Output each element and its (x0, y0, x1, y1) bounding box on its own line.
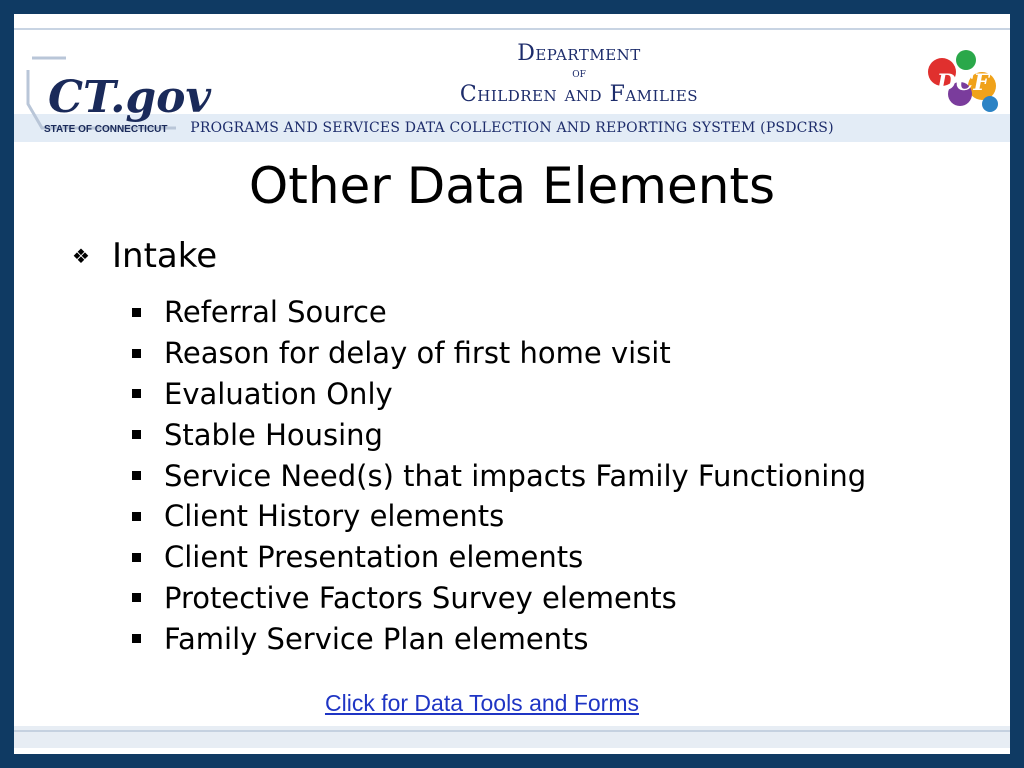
list-item-text: Client Presentation elements (164, 540, 584, 575)
list-item (132, 333, 866, 374)
list-item (132, 578, 866, 619)
list-item (132, 292, 866, 333)
department-title (414, 42, 744, 108)
square-bullet-icon (132, 389, 141, 398)
square-bullet-icon (132, 430, 141, 439)
header-divider (14, 28, 1010, 30)
diamond-bullet-icon: ❖ (72, 244, 90, 268)
list-item-text: Client History elements (164, 499, 505, 534)
section-intake (64, 236, 217, 276)
square-bullet-icon (132, 634, 141, 643)
list-item-text: Service Need(s) that impacts Family Functioning (164, 458, 867, 493)
square-bullet-icon (132, 553, 141, 562)
footer-divider (14, 730, 1010, 732)
slide (14, 14, 1010, 754)
dcf-logo (920, 42, 1006, 122)
list-item-text: Stable Housing (164, 417, 383, 452)
dcf-logo-text: DCF (936, 70, 990, 96)
square-bullet-icon (132, 512, 141, 521)
list-item (132, 537, 866, 578)
square-bullet-icon (132, 349, 141, 358)
data-tools-forms-link[interactable]: Click for Data Tools and Forms (324, 690, 639, 716)
ct-logo-text: CT.gov (48, 72, 212, 123)
state-of-connecticut-label: STATE OF CONNECTICUT (44, 124, 168, 135)
square-bullet-icon (132, 308, 141, 317)
slide-title: Other Data Elements (248, 157, 776, 215)
dept-of: of (572, 66, 586, 81)
list-item-text: Protective Factors Survey elements (164, 580, 677, 615)
list-item-text: Referral Source (164, 295, 387, 330)
dept-line-1: Department (517, 41, 641, 66)
list-item (132, 496, 866, 537)
square-bullet-icon (132, 593, 141, 602)
list-item (132, 455, 866, 496)
intake-item-list (132, 292, 866, 659)
list-item (132, 414, 866, 455)
list-item-text: Family Service Plan elements (164, 621, 589, 656)
list-item-text: Reason for delay of first home visit (164, 336, 671, 371)
list-item-text: Evaluation Only (164, 376, 393, 411)
list-item (132, 618, 866, 659)
program-strip-text: PROGRAMS AND SERVICES DATA COLLECTION AND REPORTING SYSTEM (PSDCRS) (190, 120, 834, 136)
dept-line-2: Children and Families (459, 82, 699, 107)
square-bullet-icon (132, 471, 141, 480)
list-item (132, 374, 866, 415)
section-label: Intake (112, 236, 218, 276)
